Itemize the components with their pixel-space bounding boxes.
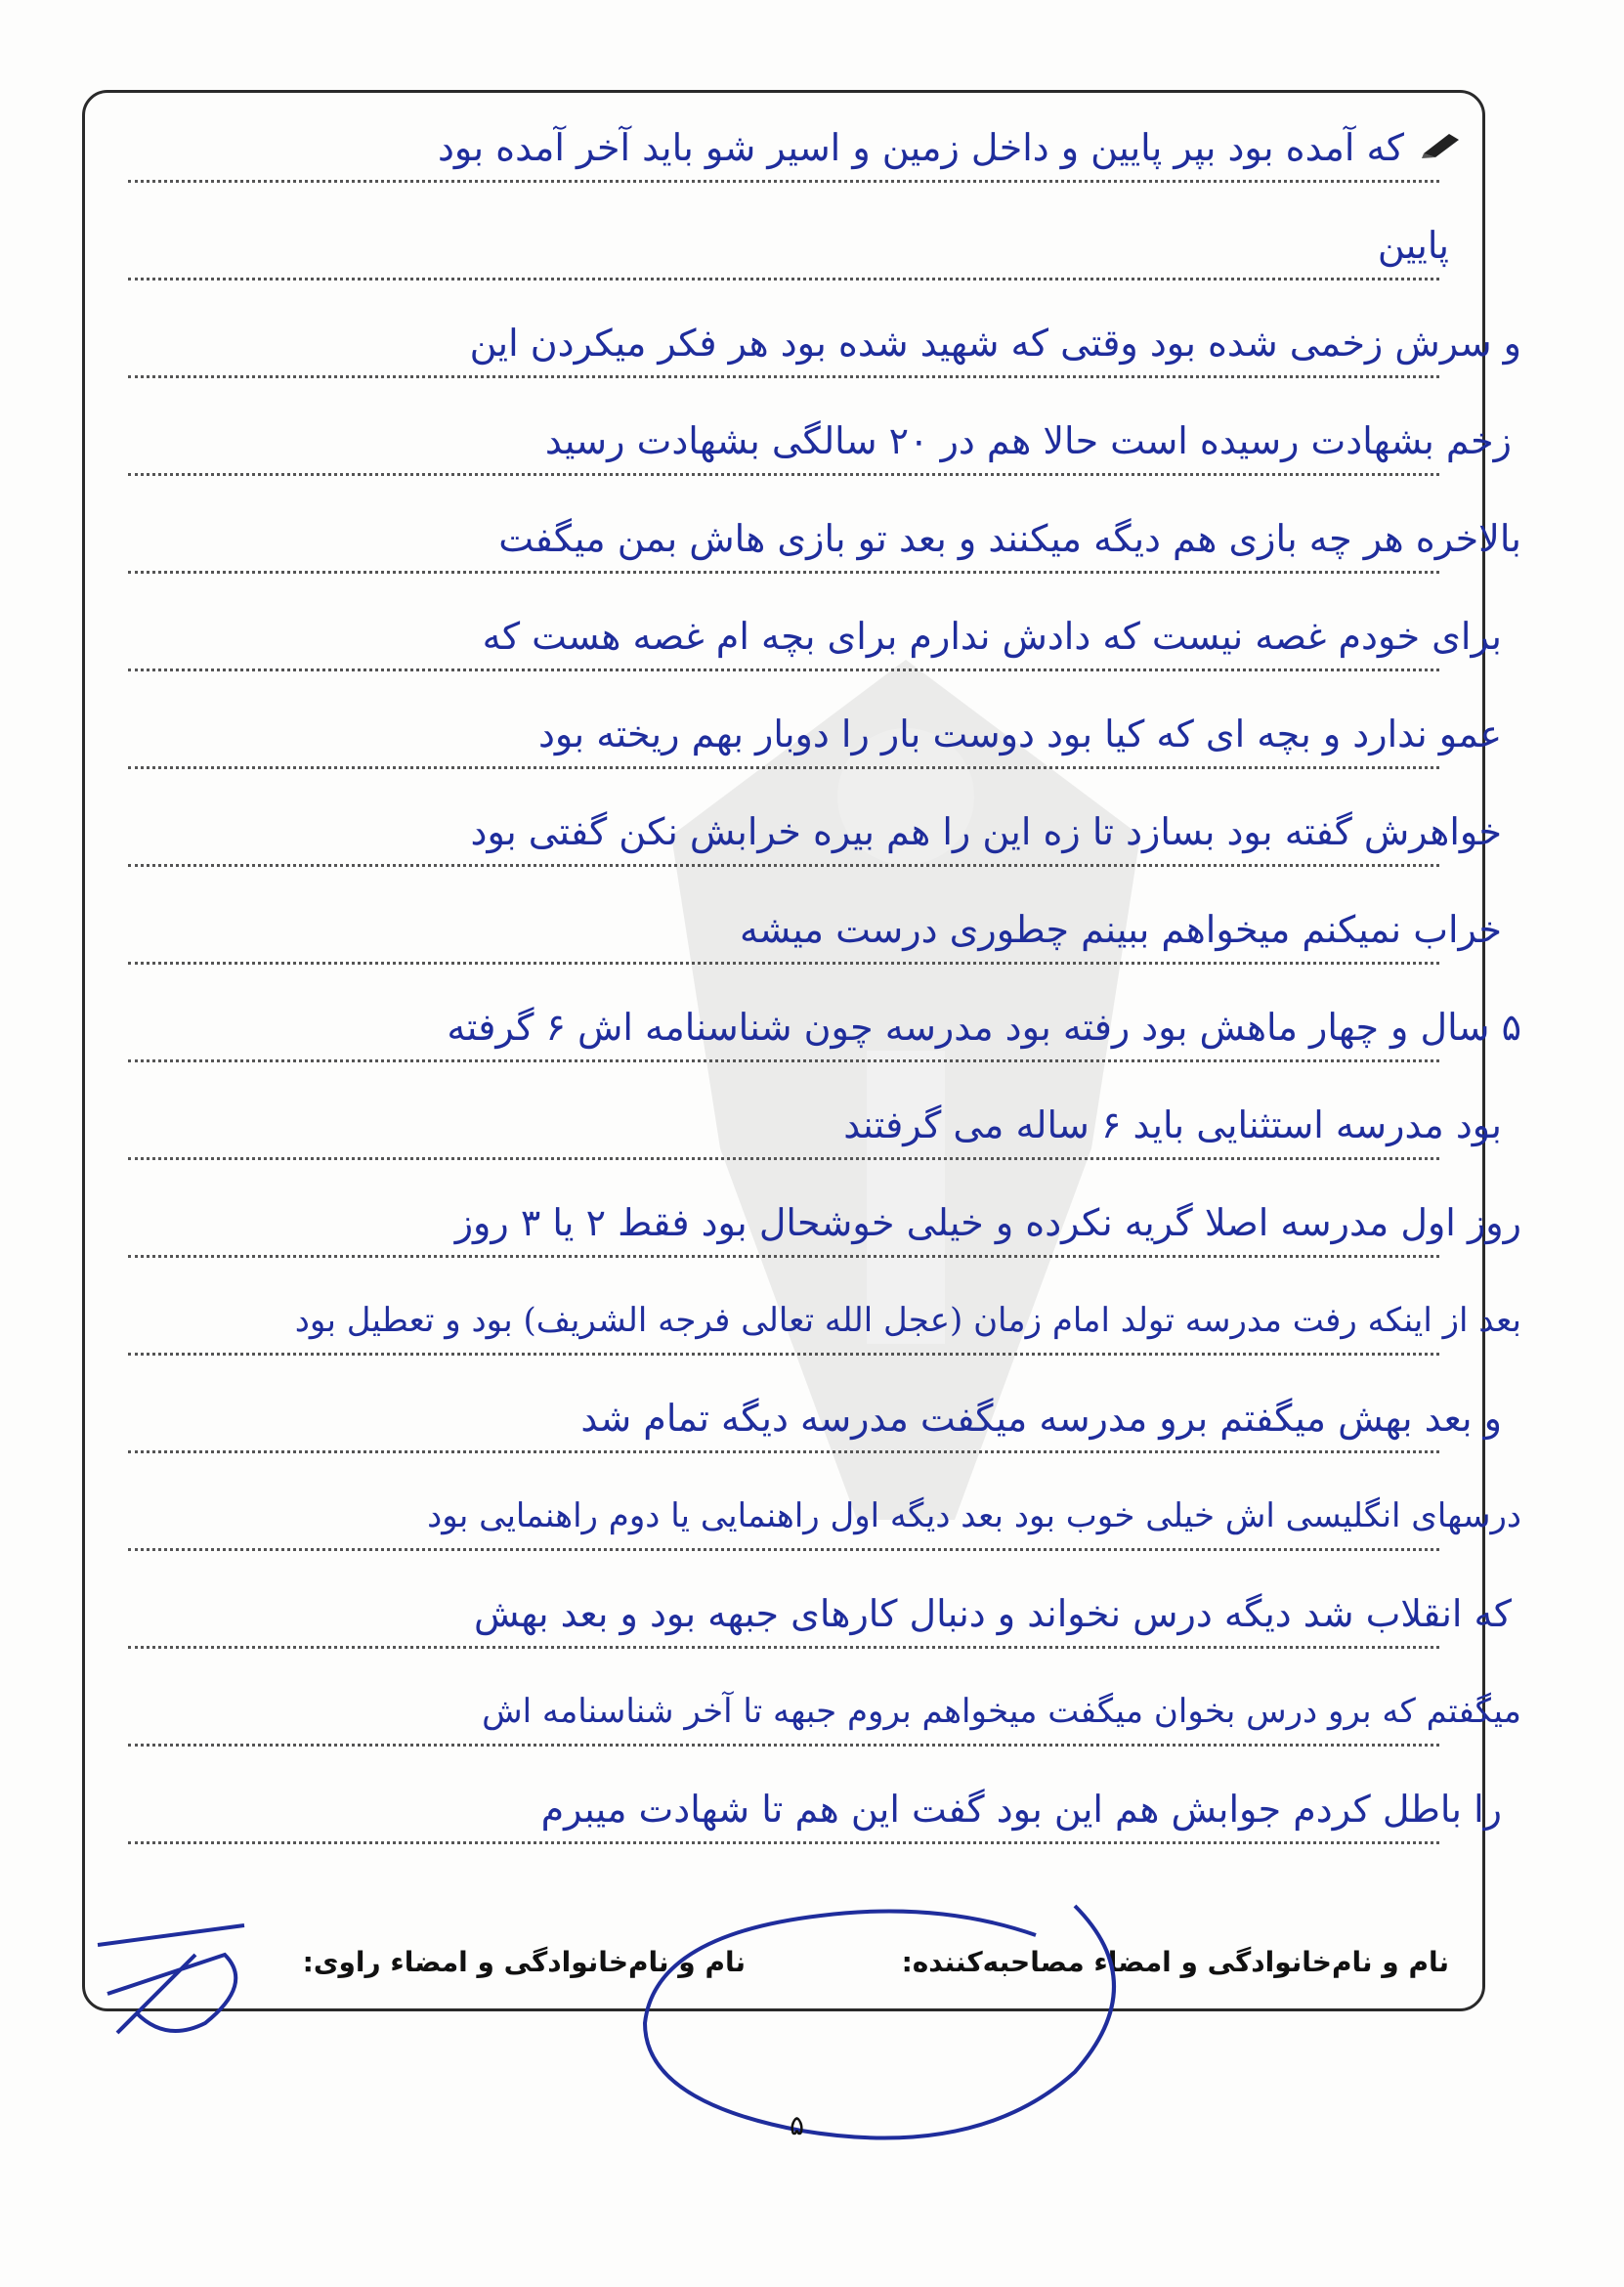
handwritten-line: که آمده بود بپر پایین و داخل زمین و اسیر شو باید آخر آمده بود <box>437 126 1404 169</box>
handwritten-line: و بعد بهش میگفتم برو مدرسه میگفت مدرسه دیگه تمام شد <box>580 1397 1502 1440</box>
form-frame <box>82 90 1521 2011</box>
page-number: ۵ <box>790 2109 805 2141</box>
handwritten-line: خواهرش گفته بود بسازد تا زه این را هم بیره خرابش نکن گفتی بود <box>470 810 1502 853</box>
interviewer-signature <box>625 1877 1153 2160</box>
handwritten-line: عمو ندارد و بچه ای که کیا بود دوست بار را دوبار بهم ریخته بود <box>537 712 1502 755</box>
handwritten-line: ۵ سال و چهار ماهش بود رفته بود مدرسه چون شناسنامه اش ۶ گرفته <box>447 1006 1521 1049</box>
handwritten-line: درسهای انگلیسی اش خیلی خوب بود بعد دیگه اول راهنمایی یا دوم راهنمایی بود <box>427 1496 1521 1535</box>
handwritten-line: را باطل کردم جوابش هم این بود گفت این هم تا شهادت میبرم <box>540 1788 1502 1831</box>
handwritten-line: بعد از اینکه رفت مدرسه تولد امام زمان (عجل الله تعالی فرجه الشریف) بود و تعطیل بود <box>294 1301 1521 1340</box>
handwritten-line: روز اول مدرسه اصلا گریه نکرده و خیلی خوشحال بود فقط ۲ یا ۳ روز <box>454 1201 1521 1244</box>
handwritten-line: میگفتم که برو درس بخوان میگفت میخواهم بروم جبهه تا آخر شناسنامه اش <box>482 1692 1521 1731</box>
interviewer-label: نام و نام‌خانوادگی و امضاء مصاحبه‌کننده: <box>901 1946 1449 1978</box>
handwritten-line: برای خودم غصه نیست که دادش ندارم برای بچه ام غصه هست که <box>482 615 1502 658</box>
handwritten-line: بالاخره هر چه بازی هم دیگه میکنند و بعد تو بازی هاش بمن میگفت <box>498 517 1521 560</box>
handwritten-line: و سرش زخمی شده بود وقتی که شهید شده بود هر فکر میکردن این <box>469 322 1521 365</box>
narrator-label: نام و نام‌خانوادگی و امضاء راوی: <box>302 1946 746 1978</box>
narrator-signature <box>78 1916 274 2052</box>
handwritten-line: پایین <box>1377 224 1449 267</box>
handwritten-line: خراب نمیکنم میخواهم ببینم چطوری درست میشه <box>739 908 1502 951</box>
handwritten-line: بود مدرسه استثنایی باید ۶ ساله می گرفتند <box>843 1103 1502 1146</box>
handwritten-line: زخم بشهادت رسیده است حالا هم در ۲۰ سالگی بشهادت رسید <box>544 419 1512 462</box>
handwritten-line: که انقلاب شد دیگه درس نخواند و دنبال کارهای جبهه بود و بعد بهش <box>473 1592 1512 1635</box>
